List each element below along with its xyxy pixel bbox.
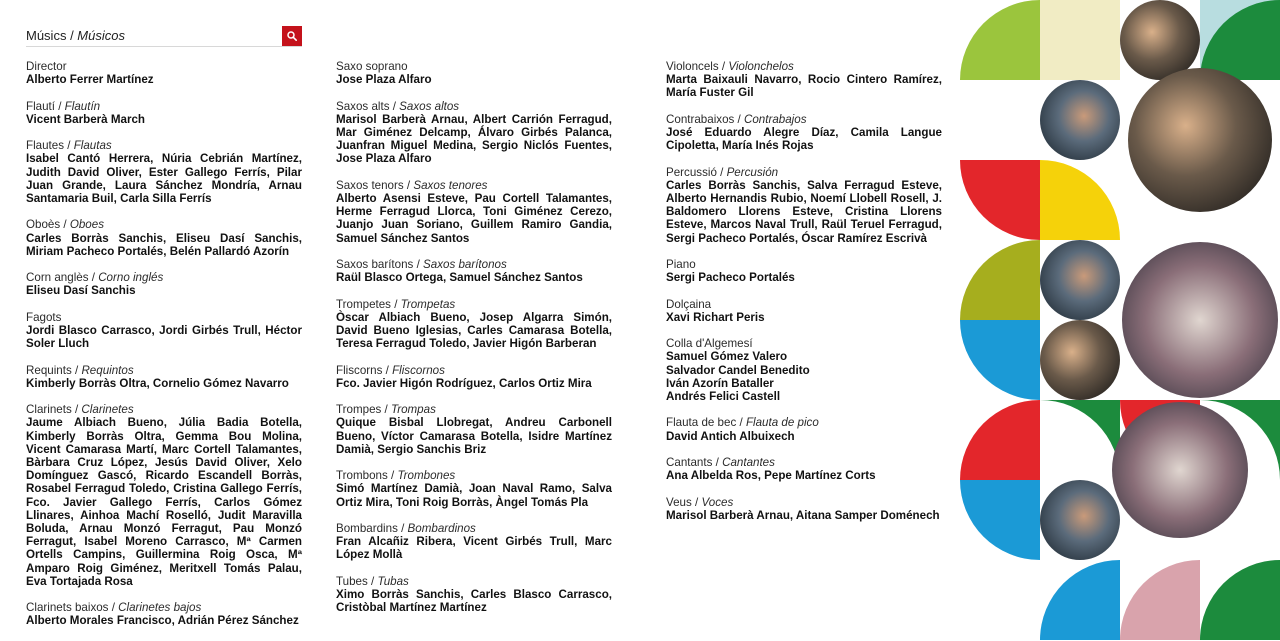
section [666, 166, 942, 245]
section-names: Jordi Blasco Carrasco, Jordi Girbés Trull, Héctor Soler Lluch [26, 323, 302, 351]
section [26, 403, 302, 588]
role-separator: / [60, 218, 70, 232]
role-separator: / [367, 574, 378, 588]
role-spanish: Bombardinos [407, 521, 476, 535]
role-separator: / [390, 297, 401, 311]
section [26, 601, 302, 627]
quarter-shape [960, 320, 1040, 400]
section [336, 403, 612, 456]
role-spanish: Saxos barítonos [423, 258, 507, 271]
photo-circle-tuba [1040, 240, 1120, 320]
section-names: Carles Borràs Sanchis, Salva Ferragud Esteve, Alberto Hernandis Rubio, Noemí Llobell Rosell, J. Baldomero Llorens Esteve, Cristina Llorens Esteve, Marcos Naval Trull, Raül Teruel Ferragud, Sergi Pacheco Portalés, Óscar Ramírez Escrivà [666, 178, 942, 245]
role-catalan: Cantants [666, 455, 713, 469]
section [336, 258, 612, 284]
section-role [26, 60, 302, 73]
role-spanish: Saxos altos [399, 99, 460, 113]
search-button[interactable] [282, 26, 302, 46]
role-catalan: Flautes [26, 139, 65, 153]
photo-circle-trumpets [1120, 0, 1200, 80]
musicians-column-1 [26, 60, 302, 641]
role-separator: / [64, 139, 74, 153]
section [666, 416, 942, 442]
section-names: José Eduardo Alegre Díaz, Camila Langue Cipoletta, María Inés Rojas [666, 126, 942, 153]
role-separator: / [88, 271, 99, 285]
section [336, 100, 612, 166]
role-catalan: Corn anglès [26, 271, 89, 285]
section-role [666, 496, 942, 509]
section [336, 522, 612, 562]
role-spanish: Corno inglés [98, 271, 164, 285]
role-catalan: Director [26, 60, 67, 73]
section [336, 364, 612, 390]
section-names: Òscar Albiach Bueno, Josep Algarra Simón, David Bueno Iglesias, Carles Camarasa Botella, Teresa Ferragud Toledo, Javier Higón Barberan [336, 310, 612, 351]
photo-circle-concert [1040, 320, 1120, 400]
section-names: Marisol Barberà Arnau, Albert Carrión Ferragud, Mar Giménez Delcamp, Álvaro Girbés Palanca, Juanfran Miguel Medina, Sergio Niclós Fuentes, Jose Plaza Alfaro [336, 112, 612, 166]
role-catalan: Tubes [336, 574, 368, 588]
quarter-shape [1040, 400, 1120, 480]
role-spanish: Clarinetes bajos [118, 601, 202, 615]
section-names: Fran Alcañiz Ribera, Vicent Girbés Trull, Marc López Mollà [336, 535, 612, 562]
section-role [26, 403, 302, 416]
role-separator: / [716, 165, 727, 179]
section-role [336, 100, 612, 113]
section [666, 337, 942, 403]
section [26, 100, 302, 126]
section-names: Alberto Ferrer Martínez [26, 73, 154, 87]
role-separator: / [389, 99, 400, 113]
tile-shape [1040, 0, 1120, 80]
section-role [26, 601, 302, 614]
section-names: Isabel Cantó Herrera, Núria Cebrián Martínez, Judith David Oliver, Ester Gallego Ferrís, Pilar Juan Grande, Laura Sánchez Mondría, Arnau Santamaria Buil, Carla Silla Ferrís [26, 152, 302, 205]
musicians-column-3 [666, 60, 942, 535]
role-separator: / [71, 363, 82, 377]
role-catalan: Saxo soprano [336, 60, 408, 73]
section [666, 496, 942, 522]
role-catalan: Fliscorns [336, 363, 383, 377]
photo-circle-guitarist [1040, 480, 1120, 560]
section-names: Ana Albelda Ros, Pepe Martínez Corts [666, 469, 876, 483]
section-names: Alberto Morales Francisco, Adrián Pérez Sánchez [26, 614, 299, 628]
section [336, 179, 612, 245]
role-catalan: Oboès [26, 218, 61, 232]
page-header [26, 26, 302, 47]
role-spanish: Trombones [397, 469, 456, 483]
section [336, 298, 612, 351]
role-catalan: Colla d'Algemesí [666, 337, 753, 351]
section-names: David Antich Albuixech [666, 429, 795, 443]
section [666, 113, 942, 153]
section-role [666, 298, 942, 311]
role-separator: / [55, 99, 65, 113]
section [26, 139, 302, 205]
section-names: Carles Borràs Sanchis, Eliseu Dasí Sanchis, Miriam Pacheco Portalés, Belén Pallardó Azorín [26, 231, 302, 258]
section-role [336, 522, 612, 535]
section-names: Xavi Richart Peris [666, 310, 765, 324]
section-role [336, 298, 612, 311]
section [26, 60, 302, 86]
section [26, 218, 302, 258]
role-spanish: Clarinetes [81, 403, 134, 417]
photo-circle-rehearsal [1122, 242, 1278, 398]
role-catalan: Flauta de bec [666, 416, 737, 430]
role-spanish: Cantantes [722, 455, 775, 469]
role-catalan: Trompes [336, 403, 382, 417]
section-role [666, 456, 942, 469]
quarter-shape [1200, 560, 1280, 640]
role-catalan: Contrabaixos [666, 112, 735, 126]
role-spanish: Flautas [73, 139, 112, 153]
section-names: Marta Baixauli Navarro, Rocio Cintero Ramírez, María Fuster Gil [666, 73, 942, 100]
section [666, 456, 942, 482]
role-catalan: Trombons [336, 469, 388, 483]
section-role [336, 364, 612, 377]
section [26, 311, 302, 351]
role-spanish: Tubas [377, 574, 409, 588]
section-role [336, 60, 612, 73]
section-role [336, 403, 612, 416]
section-role [26, 139, 302, 152]
section [666, 258, 942, 284]
role-separator: / [718, 60, 729, 73]
section [26, 271, 302, 297]
section-names: Jose Plaza Alfaro [336, 73, 432, 87]
section [666, 298, 942, 324]
section-names: Simó Martínez Damià, Joan Naval Ramo, Salva Ortiz Mira, Toni Roig Borràs, Àngel Tomás Pla [336, 482, 612, 509]
section-names: Quique Bisbal Llobregat, Andreu Carbonell Bueno, Víctor Camarasa Botella, Isidre Martínez Damià, Sergio Sanchis Briz [336, 416, 612, 456]
section-role [666, 166, 942, 179]
quarter-shape [960, 400, 1040, 480]
section-role [336, 469, 612, 482]
role-separator: / [381, 403, 391, 417]
section-names: Samuel Gómez Valero Salvador Candel Benedito Iván Azorín Bataller Andrés Felici Castell [666, 350, 810, 403]
section-names: Vicent Barberà March [26, 112, 145, 126]
section-role [26, 311, 302, 324]
role-catalan: Requints [26, 363, 72, 377]
role-catalan: Percussió [666, 165, 717, 179]
section-role [336, 258, 612, 271]
quarter-shape [960, 480, 1040, 560]
section-role [26, 364, 302, 377]
role-catalan: Fagots [26, 310, 62, 324]
section-names: Ximo Borràs Sanchis, Carles Blasco Carrasco, Cristòbal Martínez Martínez [336, 587, 612, 615]
role-separator: / [387, 469, 398, 483]
title-spanish: Músicos [77, 28, 125, 43]
role-spanish: Requintos [81, 363, 134, 377]
role-spanish: Saxos tenores [413, 178, 488, 192]
role-catalan: Violoncels [666, 60, 719, 73]
section-role [336, 575, 612, 588]
role-spanish: Voces [701, 495, 734, 509]
role-separator: / [403, 178, 414, 192]
section-role [666, 337, 942, 350]
section-role [666, 113, 942, 126]
role-separator: / [734, 112, 744, 126]
role-separator: / [413, 258, 424, 271]
section [666, 60, 942, 100]
section [336, 60, 612, 86]
decorative-photo-collage [960, 0, 1280, 640]
section-role [336, 179, 612, 192]
role-separator: / [712, 455, 723, 469]
role-catalan: Saxos barítons [336, 258, 414, 271]
role-spanish: Contrabajos [743, 112, 807, 126]
role-separator: / [736, 416, 746, 430]
role-separator: / [397, 521, 408, 535]
search-icon [287, 31, 297, 41]
musicians-column-2 [336, 60, 612, 628]
role-spanish: Fliscornos [392, 363, 445, 377]
role-spanish: Percusión [726, 165, 779, 179]
role-spanish: Flauta de pico [745, 416, 819, 430]
photo-circle-saxophone [1040, 80, 1120, 160]
role-separator: / [71, 403, 82, 417]
section-role [666, 258, 942, 271]
role-spanish: Trompetas [400, 297, 456, 311]
section-names: Kimberly Borràs Oltra, Cornelio Gómez Navarro [26, 376, 289, 390]
section-names: Raül Blasco Ortega, Samuel Sánchez Santos [336, 271, 583, 285]
section-role [666, 416, 942, 429]
section-names: Sergi Pacheco Portalés [666, 271, 795, 285]
role-catalan: Clarinets baixos [26, 601, 109, 615]
section-names: Jaume Albiach Bueno, Júlia Badia Botella, Kimberly Borràs Oltra, Gemma Bou Molina, Vicent Camarasa Martí, Marc Cortell Talamantes, Bàrbara Cruz López, Jesús David Oliver, Xelo Domínguez Gascó, Ricardo Escandell Borràs, Rosabel Ferragud Toledo, Cristina Gallego Ferrís, Fco. Javier Gallego Ferrís, Carlos Gómez Llinares, Ainhoa Machí Roselló, Judit Maravilla Boluda, Arnau Monzó Ferragut, Pau Monzó Ferragut, Isabel Moreno Carrasco, Mª Carmen Ortells Campins, Guillermina Roig Osca, Mª Amparo Roig Giménez, Meritxell Tomás Palau, Eva Tortajada Rosa [26, 416, 302, 588]
section-names: Marisol Barberà Arnau, Aitana Samper Doménech [666, 508, 940, 522]
role-catalan: Saxos alts [336, 99, 390, 113]
role-catalan: Bombardins [336, 521, 398, 535]
role-catalan: Veus [666, 495, 692, 509]
role-catalan: Saxos tenors [336, 178, 404, 192]
section-role [26, 271, 302, 284]
collage-graphic [960, 0, 1280, 640]
role-catalan: Clarinets [26, 403, 72, 417]
role-separator: / [382, 363, 393, 377]
role-catalan: Flautí [26, 99, 55, 113]
section-role [26, 100, 302, 113]
quarter-shape [960, 240, 1040, 320]
title-separator: / [66, 28, 78, 43]
section [336, 469, 612, 509]
quarter-shape [1120, 560, 1200, 640]
page-title [26, 28, 125, 43]
role-spanish: Flautín [64, 99, 101, 113]
role-catalan: Dolçaina [666, 297, 712, 311]
role-spanish: Oboes [69, 218, 105, 232]
role-separator: / [108, 601, 119, 615]
section [336, 575, 612, 615]
section-role [666, 60, 942, 73]
title-catalan: Músics [26, 28, 67, 43]
role-catalan: Piano [666, 258, 696, 271]
role-spanish: Trompas [390, 403, 436, 417]
quarter-shape [960, 160, 1040, 240]
role-separator: / [691, 495, 702, 509]
role-catalan: Trompetes [336, 297, 391, 311]
section-names: Fco. Javier Higón Rodríguez, Carlos Ortiz Mira [336, 376, 592, 390]
section-names: Eliseu Dasí Sanchis [26, 284, 136, 298]
section-names: Alberto Asensi Esteve, Pau Cortell Talamantes, Herme Ferragud Llorca, Toni Giménez Cerezo, Juanjo Juan Soriano, Guillem Ramiro Gandia, Samuel Sánchez Santos [336, 192, 612, 245]
role-spanish: Violonchelos [728, 60, 794, 73]
section-role [26, 218, 302, 231]
section [26, 364, 302, 390]
